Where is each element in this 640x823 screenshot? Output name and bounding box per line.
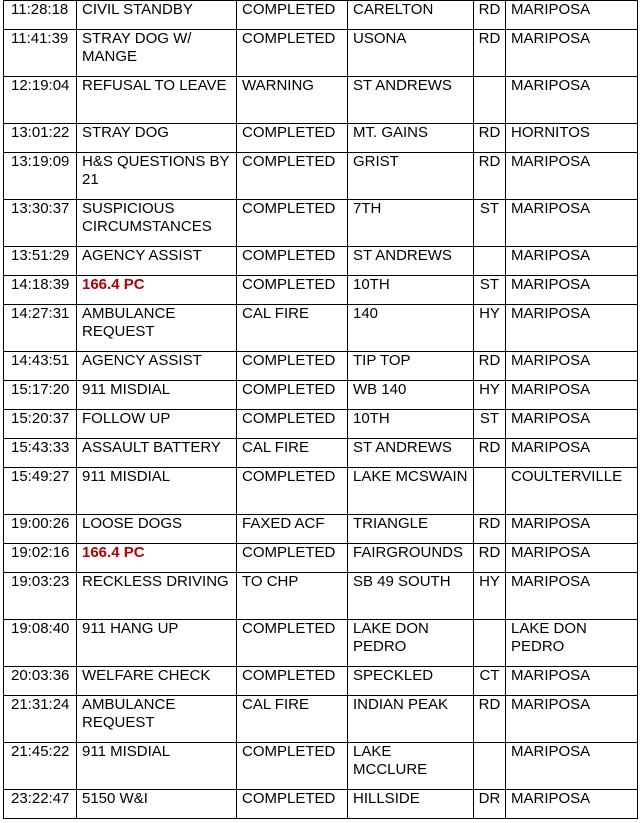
city-cell: HORNITOS (506, 124, 638, 153)
city-cell: MARIPOSA (506, 696, 638, 743)
street-name-cell: CARELTON (348, 1, 474, 30)
street-name-cell: LAKE MCCLURE (348, 743, 474, 790)
call-status-cell: COMPLETED (237, 743, 348, 790)
table-row (4, 620, 638, 667)
call-time-cell: 19:00:26 (4, 515, 77, 544)
call-type-cell: AMBULANCE REQUEST (77, 305, 237, 352)
city-cell: MARIPOSA (506, 153, 638, 200)
city-cell: MARIPOSA (506, 743, 638, 790)
table-row (4, 410, 638, 439)
call-time-cell: 19:02:16 (4, 544, 77, 573)
street-type-cell: RD (474, 696, 506, 743)
call-status-cell: CAL FIRE (237, 305, 348, 352)
street-type-cell: ST (474, 276, 506, 305)
table-row (4, 381, 638, 410)
call-type-cell: STRAY DOG (77, 124, 237, 153)
call-type-cell: WELFARE CHECK (77, 667, 237, 696)
call-time-cell: 23:22:47 (4, 790, 77, 819)
street-name-cell: SPECKLED (348, 667, 474, 696)
call-status-cell: COMPLETED (237, 381, 348, 410)
call-time-cell: 15:17:20 (4, 381, 77, 410)
street-name-cell: USONA (348, 30, 474, 77)
call-time-cell: 15:43:33 (4, 439, 77, 468)
street-name-cell: 10TH (348, 410, 474, 439)
call-time-cell: 14:27:31 (4, 305, 77, 352)
street-type-cell: RD (474, 439, 506, 468)
street-type-cell: RD (474, 515, 506, 544)
street-type-cell: HY (474, 305, 506, 352)
city-cell: COULTERVILLE (506, 468, 638, 515)
street-type-cell: RD (474, 1, 506, 30)
table-row (4, 153, 638, 200)
street-name-cell: INDIAN PEAK (348, 696, 474, 743)
street-type-cell (474, 77, 506, 124)
street-name-cell: ST ANDREWS (348, 247, 474, 276)
street-type-cell (474, 620, 506, 667)
call-type-cell: STRAY DOG W/ MANGE (77, 30, 237, 77)
table-row (4, 1, 638, 30)
street-type-cell: RD (474, 352, 506, 381)
street-type-cell: RD (474, 30, 506, 77)
table-row (4, 790, 638, 819)
call-status-cell: WARNING (237, 77, 348, 124)
call-status-cell: COMPLETED (237, 352, 348, 381)
city-cell: MARIPOSA (506, 667, 638, 696)
call-type-cell: 911 MISDIAL (77, 743, 237, 790)
city-cell: MARIPOSA (506, 1, 638, 30)
city-cell: LAKE DON PEDRO (506, 620, 638, 667)
call-time-cell: 20:03:36 (4, 667, 77, 696)
call-time-cell: 19:03:23 (4, 573, 77, 620)
call-time-cell: 12:19:04 (4, 77, 77, 124)
call-type-cell: 166.4 PC (77, 544, 237, 573)
call-status-cell: CAL FIRE (237, 696, 348, 743)
city-cell: MARIPOSA (506, 515, 638, 544)
city-cell: MARIPOSA (506, 305, 638, 352)
call-type-cell: CIVIL STANDBY (77, 1, 237, 30)
city-cell: MARIPOSA (506, 276, 638, 305)
street-name-cell: 10TH (348, 276, 474, 305)
call-type-cell: AGENCY ASSIST (77, 352, 237, 381)
table-row (4, 352, 638, 381)
call-type-cell: AMBULANCE REQUEST (77, 696, 237, 743)
table-row (4, 573, 638, 620)
call-status-cell: COMPLETED (237, 410, 348, 439)
street-type-cell (474, 468, 506, 515)
call-type-cell: 911 HANG UP (77, 620, 237, 667)
call-status-cell: COMPLETED (237, 200, 348, 247)
call-log-body (4, 1, 638, 819)
street-name-cell: ST ANDREWS (348, 77, 474, 124)
call-log-table (3, 0, 638, 819)
street-name-cell: WB 140 (348, 381, 474, 410)
call-time-cell: 21:31:24 (4, 696, 77, 743)
city-cell: MARIPOSA (506, 381, 638, 410)
street-name-cell: MT. GAINS (348, 124, 474, 153)
call-type-cell: RECKLESS DRIVING (77, 573, 237, 620)
call-status-cell: COMPLETED (237, 124, 348, 153)
call-time-cell: 21:45:22 (4, 743, 77, 790)
table-row (4, 276, 638, 305)
street-type-cell: RD (474, 124, 506, 153)
table-row (4, 468, 638, 515)
call-time-cell: 13:01:22 (4, 124, 77, 153)
city-cell: MARIPOSA (506, 30, 638, 77)
call-status-cell: CAL FIRE (237, 439, 348, 468)
call-time-cell: 15:20:37 (4, 410, 77, 439)
table-row (4, 667, 638, 696)
call-status-cell: COMPLETED (237, 1, 348, 30)
call-status-cell: COMPLETED (237, 276, 348, 305)
call-status-cell: COMPLETED (237, 667, 348, 696)
call-type-cell: FOLLOW UP (77, 410, 237, 439)
city-cell: MARIPOSA (506, 247, 638, 276)
table-row (4, 200, 638, 247)
street-name-cell: HILLSIDE (348, 790, 474, 819)
table-row (4, 124, 638, 153)
call-status-cell: FAXED ACF (237, 515, 348, 544)
call-time-cell: 13:19:09 (4, 153, 77, 200)
call-status-cell: COMPLETED (237, 468, 348, 515)
call-type-cell: ASSAULT BATTERY (77, 439, 237, 468)
street-type-cell: HY (474, 573, 506, 620)
call-time-cell: 14:18:39 (4, 276, 77, 305)
city-cell: MARIPOSA (506, 77, 638, 124)
table-row (4, 515, 638, 544)
call-type-cell: LOOSE DOGS (77, 515, 237, 544)
street-name-cell: ST ANDREWS (348, 439, 474, 468)
street-name-cell: TIP TOP (348, 352, 474, 381)
call-type-cell: 5150 W&I (77, 790, 237, 819)
call-time-cell: 15:49:27 (4, 468, 77, 515)
street-name-cell: SB 49 SOUTH (348, 573, 474, 620)
city-cell: MARIPOSA (506, 790, 638, 819)
table-row (4, 247, 638, 276)
city-cell: MARIPOSA (506, 439, 638, 468)
street-type-cell: DR (474, 790, 506, 819)
street-name-cell: LAKE DON PEDRO (348, 620, 474, 667)
call-time-cell: 19:08:40 (4, 620, 77, 667)
table-row (4, 305, 638, 352)
call-status-cell: COMPLETED (237, 153, 348, 200)
street-type-cell (474, 247, 506, 276)
city-cell: MARIPOSA (506, 573, 638, 620)
street-type-cell: ST (474, 200, 506, 247)
call-time-cell: 11:28:18 (4, 1, 77, 30)
call-status-cell: COMPLETED (237, 790, 348, 819)
call-type-cell: H&S QUESTIONS BY 21 (77, 153, 237, 200)
street-name-cell: 7TH (348, 200, 474, 247)
call-type-cell: REFUSAL TO LEAVE (77, 77, 237, 124)
call-time-cell: 11:41:39 (4, 30, 77, 77)
call-type-cell: AGENCY ASSIST (77, 247, 237, 276)
city-cell: MARIPOSA (506, 544, 638, 573)
street-name-cell: FAIRGROUNDS (348, 544, 474, 573)
table-row (4, 77, 638, 124)
call-status-cell: COMPLETED (237, 620, 348, 667)
call-type-cell: 911 MISDIAL (77, 381, 237, 410)
call-time-cell: 14:43:51 (4, 352, 77, 381)
street-name-cell: LAKE MCSWAIN (348, 468, 474, 515)
call-status-cell: COMPLETED (237, 247, 348, 276)
street-type-cell: RD (474, 544, 506, 573)
street-name-cell: 140 (348, 305, 474, 352)
street-name-cell: TRIANGLE (348, 515, 474, 544)
table-row (4, 696, 638, 743)
call-time-cell: 13:51:29 (4, 247, 77, 276)
call-status-cell: COMPLETED (237, 30, 348, 77)
street-type-cell: HY (474, 381, 506, 410)
street-type-cell (474, 743, 506, 790)
street-type-cell: CT (474, 667, 506, 696)
call-type-cell: SUSPICIOUS CIRCUMSTANCES (77, 200, 237, 247)
city-cell: MARIPOSA (506, 200, 638, 247)
table-row (4, 743, 638, 790)
table-row (4, 30, 638, 77)
city-cell: MARIPOSA (506, 352, 638, 381)
street-type-cell: RD (474, 153, 506, 200)
street-type-cell: ST (474, 410, 506, 439)
call-status-cell: COMPLETED (237, 544, 348, 573)
call-type-cell: 166.4 PC (77, 276, 237, 305)
call-type-cell: 911 MISDIAL (77, 468, 237, 515)
call-status-cell: TO CHP (237, 573, 348, 620)
call-time-cell: 13:30:37 (4, 200, 77, 247)
city-cell: MARIPOSA (506, 410, 638, 439)
table-row (4, 544, 638, 573)
street-name-cell: GRIST (348, 153, 474, 200)
table-row (4, 439, 638, 468)
